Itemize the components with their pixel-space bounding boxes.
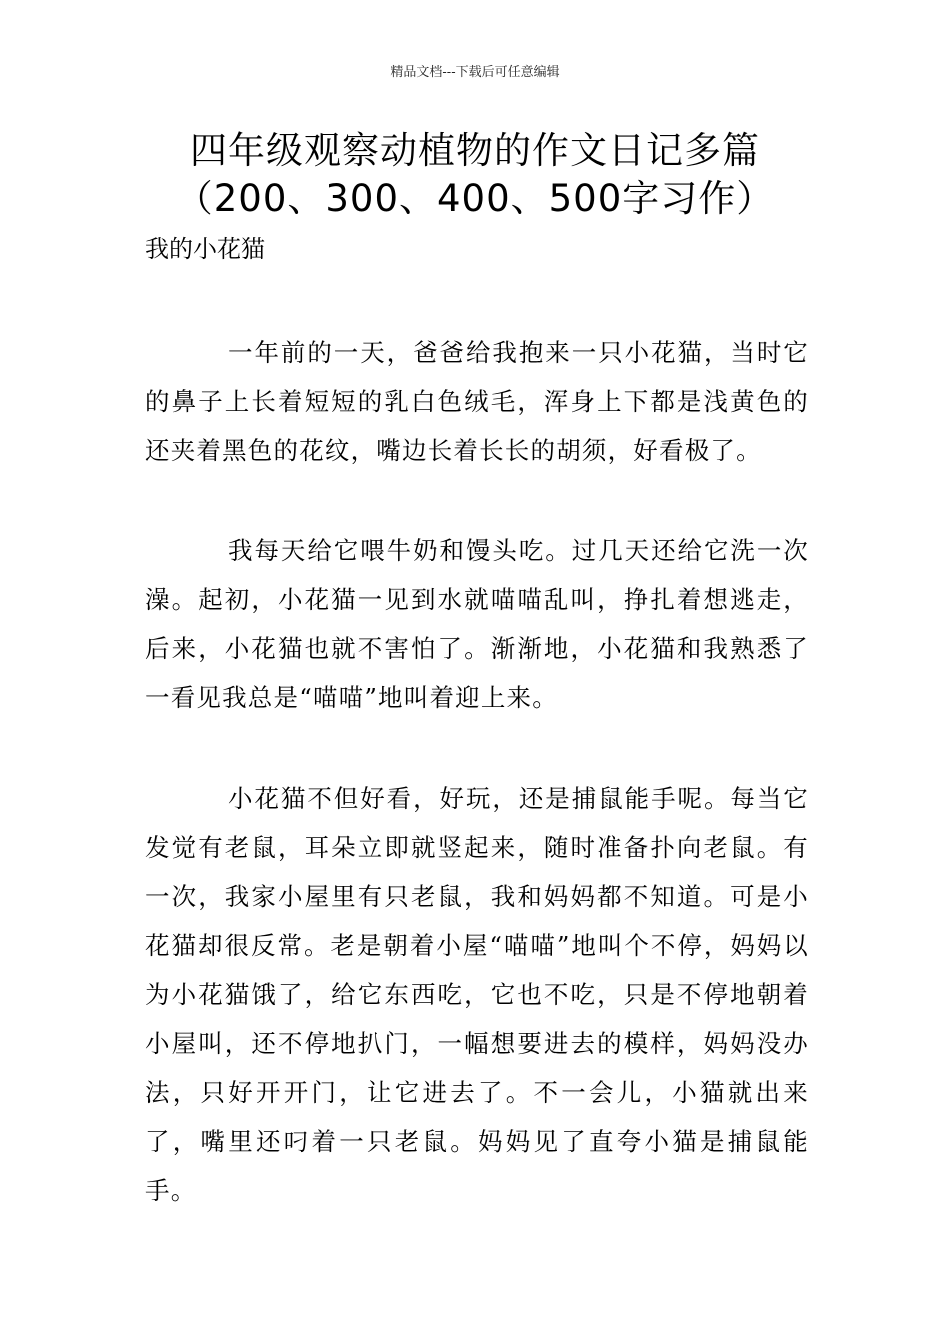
paragraph: 我每天给它喂牛奶和馒头吃。过几天还给它洗一次澡。起初，小花猫一见到水就喵喵乱叫，挣扎着想逃走，后来，小花猫也就不害怕了。渐渐地，小花猫和我熟悉了一看见我总是“喵喵”地叫着迎上来。: [145, 536, 809, 712]
header-note: 精品文档---下载后可任意编辑: [390, 65, 560, 80]
essay-title: 我的小花猫: [145, 235, 265, 263]
paragraph: 一年前的一天，爸爸给我抱来一只小花猫，当时它的鼻子上长着短短的乳白色绒毛，浑身上下都是浅黄色的还夹着黑色的花纹，嘴边长着长长的胡须，好看极了。: [145, 338, 809, 465]
paragraph: 小花猫不但好看，好玩，还是捕鼠能手呢。每当它发觉有老鼠，耳朵立即就竖起来，随时准备扑向老鼠。有一次，我家小屋里有只老鼠，我和妈妈都不知道。可是小花猫却很反常。老是朝着小屋“喵喵”地叫个不停，妈妈以为小花猫饿了，给它东西吃，它也不吃，只是不停地朝着小屋叫，还不停地扒门，一幅想要进去的模样，妈妈没办法，只好开开门，让它进去了。不一会儿，小猫就出来了，嘴里还叼着一只老鼠。妈妈见了直夸小猫是捕鼠能手。: [145, 784, 809, 1205]
document-title: 四年级观察动植物的作文日记多篇: [190, 129, 760, 172]
document-subtitle: （200、300、400、500字习作）: [175, 177, 775, 220]
